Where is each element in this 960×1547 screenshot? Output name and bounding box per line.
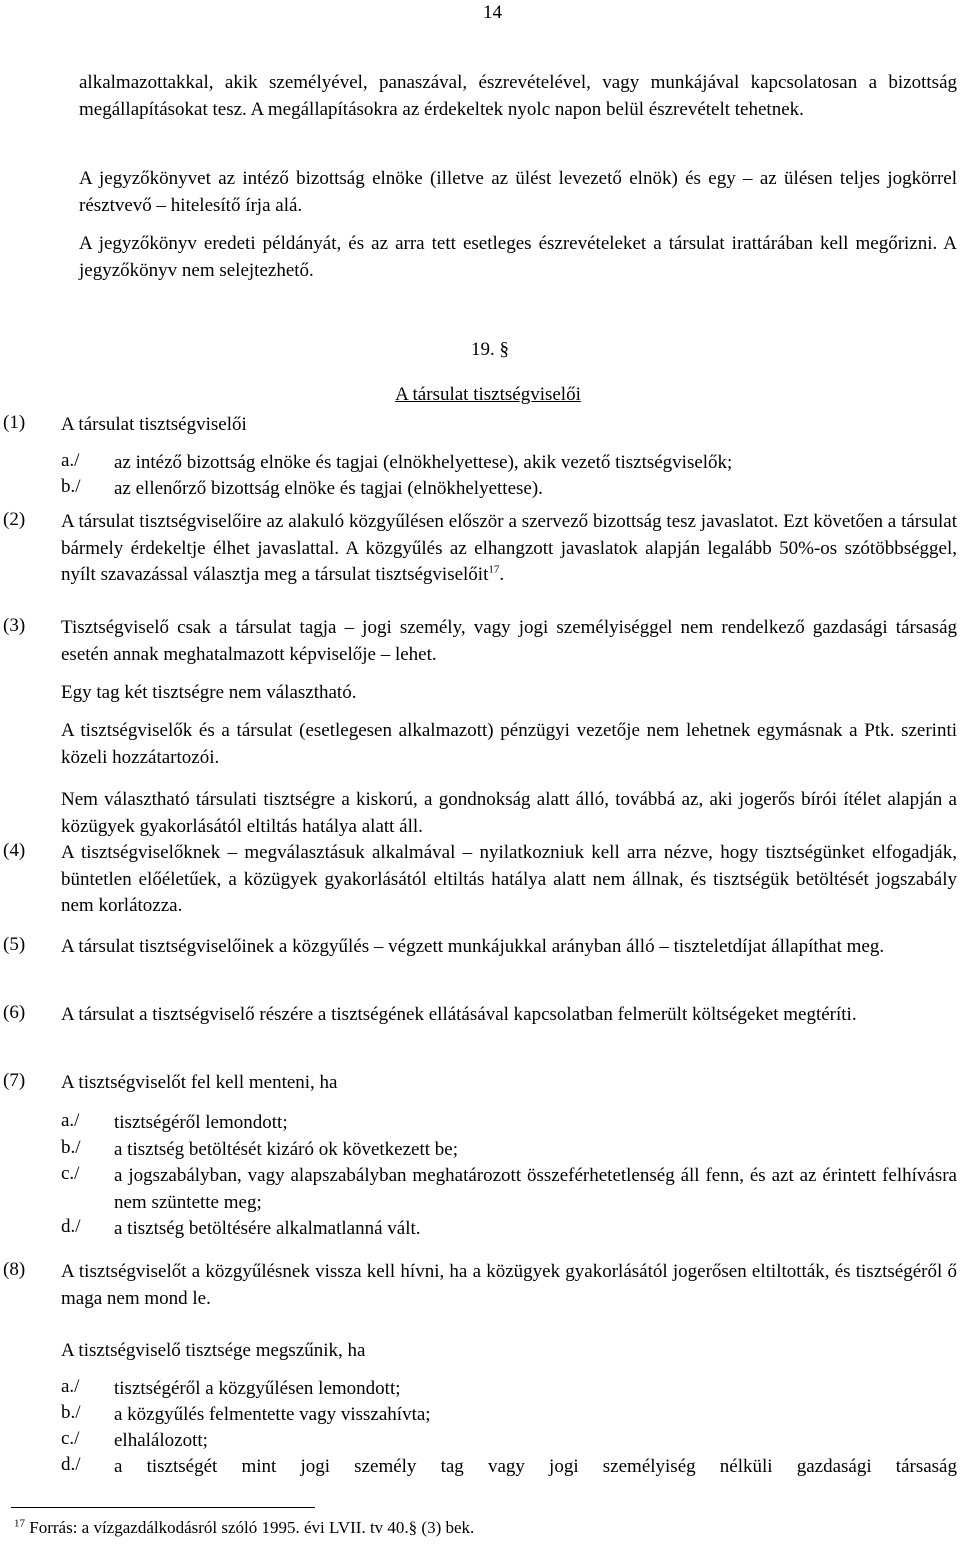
section-number: 19. § (471, 339, 509, 360)
paragraph-2-end: . (499, 564, 505, 585)
list-item: az ellenőrző bizottság elnöke és tagjai (elnökhelyettese). (114, 478, 543, 499)
paragraph-number: (7) (3, 1070, 26, 1091)
paragraph-intro-1: alkalmazottakkal, akik személyével, panaszával, észrevételével, vagy munkájával kapcsolatosan a bizottság megállapításokat tesz. A megállapításokra az érdekeltek nyolc napon belül észrevételt tehetnek. (79, 72, 957, 120)
list-label: b./ (61, 1137, 81, 1158)
list-label: b./ (61, 476, 81, 497)
paragraph-2-body: A társulat tisztségviselőire az alakuló közgyűlésen először a szervező bizottság tesz javaslatot. Ezt követően a társulat bármely érdekeltje élhet javaslattal. A közgyűlés az elhangzott javaslatok alapján legalább 50%-os szótöbbséggel, nyílt szavazással választja meg a társulat tisztségviselőit (61, 511, 957, 585)
paragraph-7-text: A tisztségviselőt fel kell menteni, ha (61, 1072, 338, 1093)
paragraph-6-text: A társulat a tisztségviselő részére a tisztségének ellátásával kapcsolatban felmerült költségeket megtéríti. (61, 1004, 857, 1025)
list-item: a tisztség betöltését kizáró ok következett be; (114, 1139, 458, 1160)
list-item: a tisztség betöltésére alkalmatlanná vált. (114, 1218, 421, 1239)
paragraph-3-sub-1: Egy tag két tisztségre nem választható. (61, 682, 357, 703)
footnote-ref: 17 (488, 563, 500, 576)
paragraph-number: (4) (3, 840, 26, 861)
footnote (14, 1518, 474, 1538)
paragraph-intro-2: A jegyzőkönyvet az intéző bizottság elnöke (illetve az ülést levezető elnök) és egy – az ülésen teljes jogkörrel résztvevő – hitelesítő írja alá. (79, 168, 957, 216)
paragraph-8-sub: A tisztségviselő tisztsége megszűnik, ha (61, 1340, 366, 1361)
list-item: a közgyűlés felmentette vagy visszahívta; (114, 1404, 431, 1425)
list-item: a jogszabályban, vagy alapszabályban meghatározott összeférhetetlenség áll fenn, és azt az érintett felhívásra nem szüntette meg; (114, 1165, 957, 1213)
footnote-mark: 17 (14, 1517, 25, 1530)
list-label: d./ (61, 1454, 81, 1475)
paragraph-5-text: A társulat tisztségviselőinek a közgyűlés – végzett munkájukkal arányban álló – tiszteletdíjat állapíthat meg. (61, 936, 885, 957)
paragraph-number: (3) (3, 615, 26, 636)
paragraph-number: (2) (3, 509, 26, 530)
list-item: elhalálozott; (114, 1430, 208, 1451)
list-label: b./ (61, 1402, 81, 1423)
paragraph-3-sub-3: Nem választható társulati tisztségre a kiskorú, a gondnokság alatt álló, továbbá az, aki jogerős bírói ítélet alapján a közügyek gyakorlásától eltiltás hatálya alatt áll. (61, 789, 957, 837)
paragraph-3-text: Tisztségviselő csak a társulat tagja – jogi személy, vagy jogi személyiséggel nem rendelkező gazdasági társaság esetén annak meghatalmazott képviselője – lehet. (61, 617, 957, 665)
paragraph-2-text (61, 509, 957, 589)
list-label: c./ (61, 1163, 80, 1184)
section-title-text: A társulat tisztségviselői (395, 384, 581, 405)
paragraph-3-sub-2: A tisztségviselők és a társulat (esetlegesen alkalmazott) pénzügyi vezetője nem lehetnek egymásnak a Ptk. szerinti közeli hozzátartozói. (61, 720, 957, 768)
list-label: d./ (61, 1216, 81, 1237)
list-item: az intéző bizottság elnöke és tagjai (elnökhelyettese), akik vezető tisztségviselők; (114, 452, 733, 473)
paragraph-intro-3: A jegyzőkönyv eredeti példányát, és az arra tett esetleges észrevételeket a társulat irattárában kell megőrizni. A jegyzőkönyv nem selejtezhető. (79, 233, 957, 281)
list-label: a./ (61, 1110, 80, 1131)
paragraph-number: (5) (3, 934, 26, 955)
list-item: tisztségéről a közgyűlésen lemondott; (114, 1378, 401, 1399)
footnote-separator (11, 1507, 315, 1508)
list-label: c./ (61, 1428, 80, 1449)
list-label: a./ (61, 450, 80, 471)
list-label: a./ (61, 1376, 80, 1397)
list-item: a tisztségét mint jogi személy tag vagy jogi személyiség nélküli gazdasági társaság (114, 1456, 957, 1477)
paragraph-1-text: A társulat tisztségviselői (61, 414, 247, 435)
paragraph-4-text: A tisztségviselőknek – megválasztásuk alkalmával – nyilatkozniuk kell arra nézve, hogy tisztségünket elfogadják, büntetlen előéletűek, a közügyek gyakorlásától eltiltás hatálya alatt nem állnak, és tisztségük betöltését jogszabály nem korlátozza. (61, 842, 957, 916)
paragraph-number: (8) (3, 1259, 26, 1280)
footnote-text: Forrás: a vízgazdálkodásról szóló 1995. évi LVII. tv 40.§ (3) bek. (29, 1518, 475, 1537)
section-title (8, 384, 960, 406)
paragraph-number: (6) (3, 1002, 26, 1023)
paragraph-8-text: A tisztségviselőt a közgyűlésnek vissza kell hívni, ha a közügyek gyakorlásától jogerősen eltiltották, és tisztségéről ő maga nem mond le. (61, 1261, 957, 1309)
list-item: tisztségéről lemondott; (114, 1112, 288, 1133)
paragraph-number: (1) (3, 412, 26, 433)
page-number: 14 (483, 2, 502, 23)
